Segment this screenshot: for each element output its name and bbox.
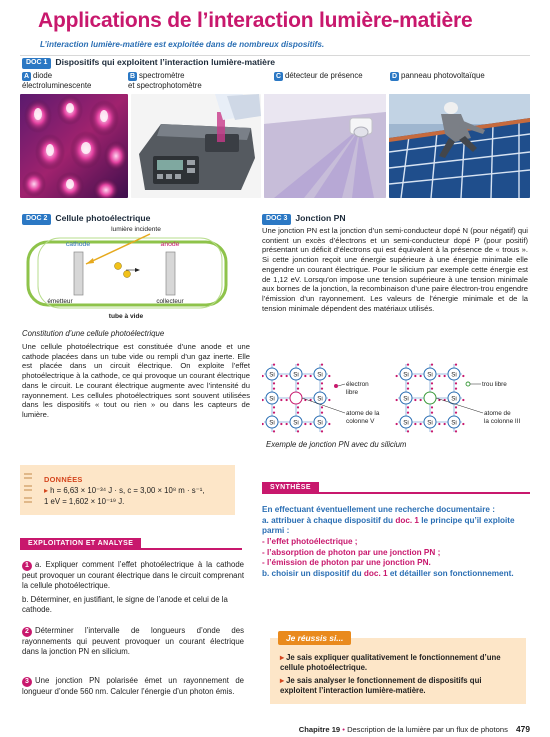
- donnees-line-2: 1 eV = 1,602 × 10⁻¹⁹ J.: [44, 497, 125, 506]
- bond-electron: [280, 423, 282, 425]
- bond-electron: [286, 375, 288, 377]
- question-2: [22, 626, 244, 657]
- free-electron-label-1: électron: [346, 381, 369, 388]
- doc3-title: Jonction PN: [295, 213, 346, 223]
- hole-label: trou libre: [482, 381, 507, 388]
- footer-chapter: Chapitre 19: [298, 725, 341, 734]
- bond-electron: [321, 412, 323, 414]
- pn-junction-diagram: [262, 360, 530, 436]
- bond-electron: [273, 388, 275, 390]
- bond-electron: [438, 423, 440, 425]
- synthese-item-3: - l’émission de photon par une jonction PN.: [262, 558, 431, 568]
- led-photo: [20, 94, 128, 198]
- bond-electron: [455, 406, 457, 408]
- bond-electron: [462, 423, 464, 425]
- free-electron: [334, 384, 338, 388]
- atom-symbol: Si: [317, 371, 323, 379]
- bond-electron: [321, 364, 323, 366]
- reussis-item-1: [280, 653, 520, 672]
- bond-electron: [328, 399, 330, 401]
- silicon-atom: [424, 392, 436, 404]
- bond-electron: [431, 406, 433, 408]
- letter-c-badge: C: [275, 73, 282, 80]
- synthese-header: [262, 482, 530, 494]
- doc1-item-a: [22, 71, 132, 91]
- atom-symbol: Si: [427, 371, 433, 379]
- exploitation-header: [20, 538, 242, 550]
- emitter-plate: [74, 252, 83, 295]
- bond-electron: [407, 388, 409, 390]
- atom-symbol: Si: [293, 419, 299, 427]
- bond-electron: [431, 388, 433, 390]
- question-3-badge: 3: [22, 677, 32, 687]
- synthese-b: [262, 569, 530, 580]
- atom-symbol: Si: [269, 395, 275, 403]
- bond-electron: [286, 423, 288, 425]
- synthese-b-start: b. choisir un dispositif du: [262, 568, 362, 578]
- bond-electron: [407, 406, 409, 408]
- doc1-header: [22, 57, 275, 69]
- silicon-atom: [290, 392, 302, 404]
- incident-light-label: lumière incidente: [111, 226, 161, 233]
- bond-electron: [321, 406, 323, 408]
- doc1-item-a-line2: électroluminescente: [22, 81, 92, 90]
- doc1-item-c: [274, 71, 394, 81]
- atom-symbol: Si: [317, 419, 323, 427]
- donnees-line-1: [44, 486, 205, 496]
- bullet-arrow-icon: ▸: [280, 653, 284, 662]
- bond-electron: [273, 412, 275, 414]
- atom-symbol: Si: [403, 419, 409, 427]
- synthese-a-end: le principe qu’il exploite parmi :: [262, 515, 515, 536]
- bond-electron: [455, 388, 457, 390]
- doc1-item-b-line2: et spectrophotomètre: [128, 81, 202, 90]
- doc2-tag: DOC 2: [22, 214, 51, 225]
- question-1-badge: 1: [22, 561, 32, 571]
- atom-col5-label-2: colonne V: [346, 418, 375, 425]
- bond-electron: [328, 375, 330, 377]
- donnees-constants: h = 6,63 × 10⁻³⁴ J · s, c = 3,00 × 10⁸ m · s⁻¹,: [50, 486, 205, 495]
- bond-electron: [297, 364, 299, 366]
- bond-electron: [396, 399, 398, 401]
- synthese-a-doc-ref: doc. 1: [395, 515, 419, 525]
- synthese-item-2: - l’absorption de photon par une jonction PN ;: [262, 547, 441, 557]
- synthese-a-start: a. attribuer à chaque dispositif du: [262, 515, 394, 525]
- doc3-header: [262, 213, 346, 225]
- bond-electron: [310, 375, 312, 377]
- donnees-title: DONNÉES: [44, 475, 83, 484]
- bond-electron: [431, 430, 433, 432]
- question-1a-text: a. Expliquer comment l’effet photoélectrique à la cathode peut provoquer un courant électrique dans le circuit comprenant la cellule photoélectrique.: [22, 560, 244, 590]
- page-subtitle: L’interaction lumière-matière est exploitée dans de nombreux dispositifs.: [40, 40, 325, 49]
- bullet-arrow-icon: ▸: [44, 486, 48, 495]
- bond-electron: [328, 423, 330, 425]
- bond-electron: [455, 412, 457, 414]
- letter-b-badge: B: [129, 73, 136, 80]
- atom-symbol: Si: [403, 395, 409, 403]
- question-2-badge: 2: [22, 627, 32, 637]
- synthese-title: SYNTHÈSE: [262, 482, 319, 493]
- spectrometer-photo: [131, 94, 261, 198]
- bond-electron: [273, 430, 275, 432]
- footer-description: Description de la lumière par un flux de photons: [347, 725, 508, 734]
- atom-symbol: Si: [451, 395, 457, 403]
- reussis-item-1-text: Je sais expliquer qualitativement le fonctionnement d’une cellule photoélectrique.: [280, 653, 501, 672]
- photocell-diagram: [20, 222, 252, 327]
- label-pointer: [338, 384, 345, 386]
- synthese-item-1: - l’effet photoélectrique ;: [262, 536, 358, 546]
- doc3-tag: DOC 3: [262, 214, 291, 225]
- atom-symbol: Si: [269, 371, 275, 379]
- bond-electron: [262, 399, 264, 401]
- detector-photo: [264, 94, 386, 198]
- reussis-title: Je réussis si...: [278, 631, 351, 645]
- solar-panel-photo: [389, 94, 530, 198]
- synthese-a: [262, 516, 530, 537]
- doc3-text: Une jonction PN est la jonction d’un semi-conducteur dopé N (pour négatif) qui contient un excès d’électrons et un semi-conducteur dopé P (pour positif) présentant un déficit d’électrons qui est équivalent à la présence de « trous ». Si cette jonction reçoit une énergie supérieure à une énergie minimale elle engendre un courant électrique. Pour le silicium par exemple cette énergie est de 1,12 eV. Lorsqu’on impose une tension supérieure à une tension minimale aux bornes de la jonction, la recombinaison d’une paire électron-trou engendre l’émission d’un rayonnement. Les valeurs de l’énergie minimale et de la tension minimale dépendent des matériaux utilisés.: [262, 226, 528, 313]
- page-footer: [299, 724, 530, 734]
- doc1-item-c-line1: détecteur de présence: [285, 71, 363, 80]
- bond-electron: [420, 423, 422, 425]
- atom-symbol: Si: [317, 395, 323, 403]
- bond-electron: [407, 430, 409, 432]
- bond-electron: [262, 375, 264, 377]
- bond-electron: [321, 382, 323, 384]
- collector-label: collecteur: [156, 298, 184, 305]
- footer-dot-icon: •: [342, 725, 345, 734]
- question-1b: b. Déterminer, en justifiant, le signe de l’anode et celui de la cathode.: [22, 595, 228, 614]
- exploitation-title: EXPLOITATION ET ANALYSE: [20, 538, 141, 549]
- bond-electron: [273, 382, 275, 384]
- bond-electron: [297, 412, 299, 414]
- atom-symbol: Si: [427, 419, 433, 427]
- bond-electron: [431, 364, 433, 366]
- doc1-item-a-line1: diode: [33, 71, 53, 80]
- question-3-text: Une jonction PN polarisée émet un rayonnement de longueur d’onde 560 nm. Calculer l’énergie d’un photon émis.: [22, 676, 244, 696]
- bond-electron: [321, 388, 323, 390]
- bond-electron: [304, 423, 306, 425]
- bond-electron: [321, 430, 323, 432]
- donnees-margin-icon: [24, 470, 32, 510]
- free-electron-label-2: libre: [346, 389, 359, 396]
- photon-2: [124, 271, 131, 278]
- bond-electron: [280, 399, 282, 401]
- bond-electron: [396, 375, 398, 377]
- atom-col3-label-2: la colonne III: [484, 418, 521, 425]
- bond-electron: [310, 423, 312, 425]
- atom-col3-label-1: atome de: [484, 410, 511, 417]
- reussis-item-2: [280, 676, 520, 695]
- free-hole: [466, 382, 470, 386]
- bond-electron: [414, 375, 416, 377]
- vacuum-tube-label: tube à vide: [108, 313, 144, 320]
- synthese-b-doc-ref: doc. 1: [363, 568, 388, 578]
- atom-symbol: Si: [293, 371, 299, 379]
- bond-electron: [304, 375, 306, 377]
- reussis-list: [280, 653, 520, 696]
- page-title: Applications de l’interaction lumière-matière: [38, 9, 473, 32]
- bond-electron: [444, 423, 446, 425]
- bond-electron: [414, 423, 416, 425]
- page-number: 479: [516, 724, 530, 734]
- atom-symbol: Si: [269, 419, 275, 427]
- atom-symbol: Si: [403, 371, 409, 379]
- letter-d-badge: D: [391, 73, 398, 80]
- bullet-arrow-icon: ▸: [280, 676, 284, 686]
- bond-electron: [420, 399, 422, 401]
- atom-symbol: Si: [451, 371, 457, 379]
- bond-electron: [280, 375, 282, 377]
- reussis-item-2-text: Je sais analyser le fonctionnement de dispositifs qui exploitent l’interaction lumière-matière.: [280, 676, 482, 696]
- bond-electron: [297, 430, 299, 432]
- doc1-title: Dispositifs qui exploitent l’interaction lumière-matière: [55, 57, 276, 67]
- bond-electron: [462, 375, 464, 377]
- bond-electron: [297, 406, 299, 408]
- synthese-body: [262, 505, 530, 580]
- bond-electron: [262, 423, 264, 425]
- bond-electron: [273, 364, 275, 366]
- doc1-item-b-line1: spectromètre: [139, 71, 185, 80]
- synthese-b-end: et détailler son fonctionnement.: [389, 568, 514, 578]
- doc1-item-d: [390, 71, 530, 81]
- question-1a: [22, 560, 244, 591]
- synthese-intro: En effectuant éventuellement une recherche documentaire :: [262, 505, 495, 514]
- question-3: [22, 676, 244, 697]
- bond-electron: [407, 364, 409, 366]
- bond-electron: [431, 382, 433, 384]
- bond-electron: [414, 399, 416, 401]
- bond-electron: [396, 423, 398, 425]
- letter-a-badge: A: [23, 73, 30, 80]
- collector-plate: [166, 252, 175, 295]
- bond-electron: [444, 375, 446, 377]
- emitter-label: émetteur: [47, 298, 73, 305]
- bond-electron: [431, 412, 433, 414]
- bond-electron: [407, 412, 409, 414]
- bond-electron: [420, 375, 422, 377]
- doc2-text: Une cellule photoélectrique est constituée d’une anode et une cathode placées dans un tube vide ou rempli d’un gaz inerte. Elle est placée dans un circuit électrique. On exploite l’effet photoélectrique à la cathode, ce qui provoque un courant électrique dans le circuit. Le courant électrique augmente avec l’intensité du rayonnement. Les cellules photoélectriques sont souvent utilisées dans les dispositifs « tout ou rien » ou dans les capteurs de lumière.: [22, 342, 250, 420]
- question-2-text: Déterminer l’intervalle de longueurs d’onde des rayonnements qui peuvent provoquer un courant électrique dans la jonction PN en silicium.: [22, 626, 244, 656]
- bond-electron: [455, 364, 457, 366]
- bond-electron: [297, 382, 299, 384]
- doc1-item-b: [128, 71, 263, 91]
- bond-electron: [438, 375, 440, 377]
- bond-electron: [455, 382, 457, 384]
- bond-electron: [273, 406, 275, 408]
- atom-symbol: Si: [451, 419, 457, 427]
- bond-electron: [407, 382, 409, 384]
- bond-electron: [462, 399, 464, 401]
- cathode-label: cathode: [65, 241, 91, 248]
- bond-electron: [455, 430, 457, 432]
- doc3-caption: Exemple de jonction PN avec du silicium: [266, 440, 407, 449]
- anode-label: anode: [160, 241, 180, 248]
- doc1-item-d-line1: panneau photovoltaïque: [401, 71, 485, 80]
- bond-electron: [286, 399, 288, 401]
- photon-1: [115, 263, 122, 270]
- doc2-title: Cellule photoélectrique: [55, 213, 151, 223]
- bond-electron: [297, 388, 299, 390]
- doc2-caption: Constitution d’une cellule photoélectrique: [22, 329, 165, 338]
- atom-col5-label-1: atome de la: [346, 410, 380, 417]
- doc1-tag: DOC 1: [22, 58, 51, 69]
